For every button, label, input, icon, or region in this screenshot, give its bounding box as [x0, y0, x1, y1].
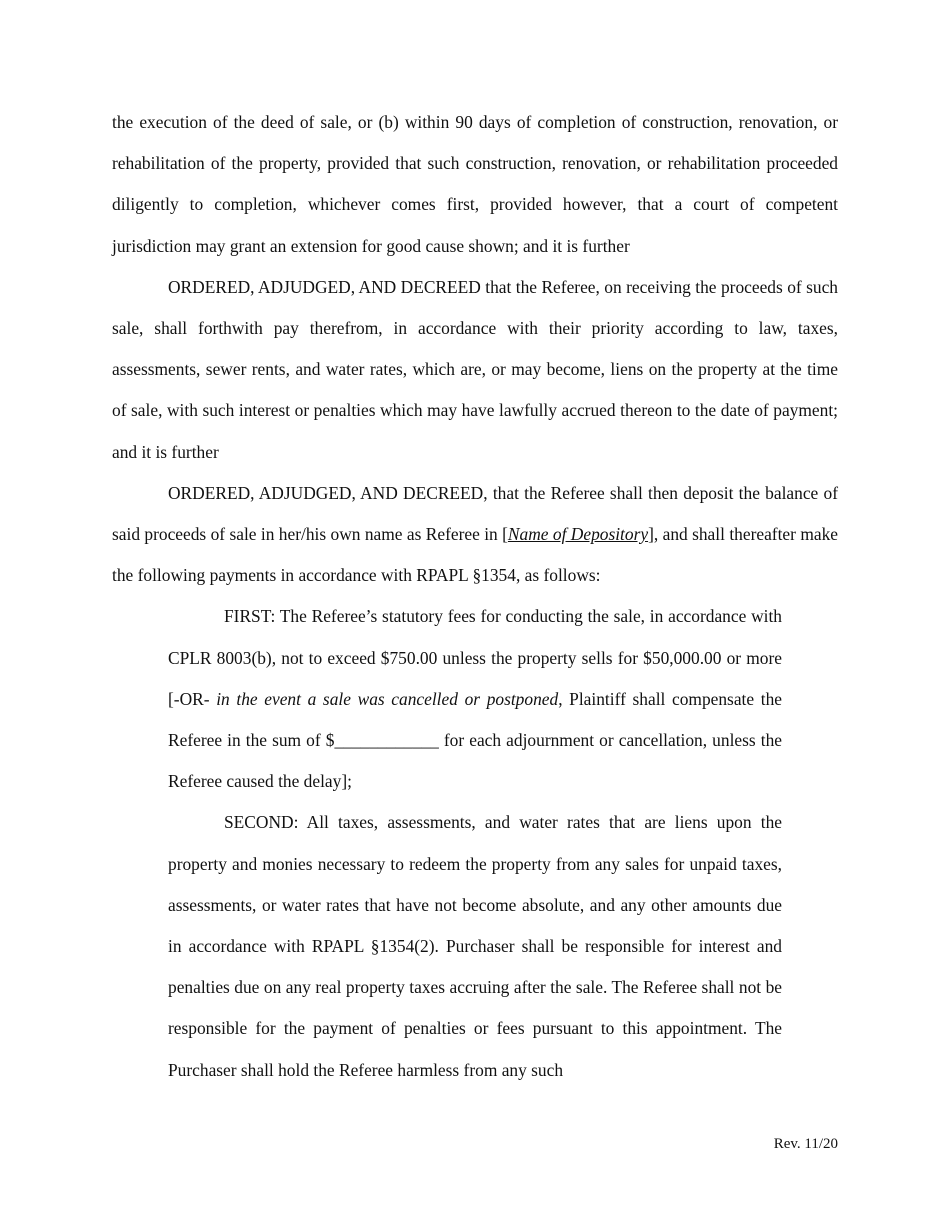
paragraph-second-payment: SECOND: All taxes, assessments, and water rates that are liens upon the property and monies necessary to redeem the property from any sales for unpaid taxes, assessments, or water rates that have not become absolute, and any other amounts due in accordance with RPAPL §1354(2). Purchaser shall be responsible for interest and penalties due on any real property taxes accruing after the sale. The Referee shall not be responsible for the payment of penalties or fees pursuant to this appointment. The Purchaser shall hold the Referee harmless from any such — [168, 812, 782, 1080]
revision-footer: Rev. 11/20 — [773, 1136, 838, 1152]
depository-placeholder: Name of Depository — [507, 524, 649, 545]
first-text-after: , Plaintiff shall compensate the Referee in the sum of $____________ for each adjournment or cancellation, unless the Referee caused the delay]; — [168, 688, 782, 792]
paragraph-ordered-payment-of-liens: ORDERED, ADJUDGED, AND DECREED that the Referee, on receiving the proceeds of such sale, shall forthwith pay therefrom, in accordance with their priority according to law, taxes, assessments, sewer rents, and water rates, which are, or may become, liens on the property at the time of sale, with such interest or penalties which may have lawfully accrued thereon to the date of payment; and it is further — [112, 276, 838, 462]
deposit-text-after: ], and shall thereafter make the following payments in accordance with RPAPL §1354, as follows: — [112, 524, 838, 586]
first-text-before: FIRST: The Referee’s statutory fees for conducting the sale, in accordance with CPLR 8003(b), not to exceed $750.00 unless the property sells for $50,000.00 or more [-OR- — [168, 606, 782, 709]
paragraph-ordered-deposit — [112, 473, 838, 597]
paragraph-first-payment — [168, 596, 782, 802]
first-italic-clause: in the event a sale was cancelled or postponed — [216, 688, 559, 709]
document-body — [112, 102, 838, 1091]
paragraph-deed-of-sale: the execution of the deed of sale, or (b) within 90 days of completion of construction, renovation, or rehabilitation of the property, provided that such construction, renovation, or rehabilitation proceeded diligently to completion, whichever comes first, provided however, that a court of competent jurisdiction may grant an extension for good cause shown; and it is further — [112, 112, 838, 256]
deposit-text-before: ORDERED, ADJUDGED, AND DECREED, that the Referee shall then deposit the balance of said proceeds of sale in her/his own name as Referee in [ — [112, 482, 838, 545]
